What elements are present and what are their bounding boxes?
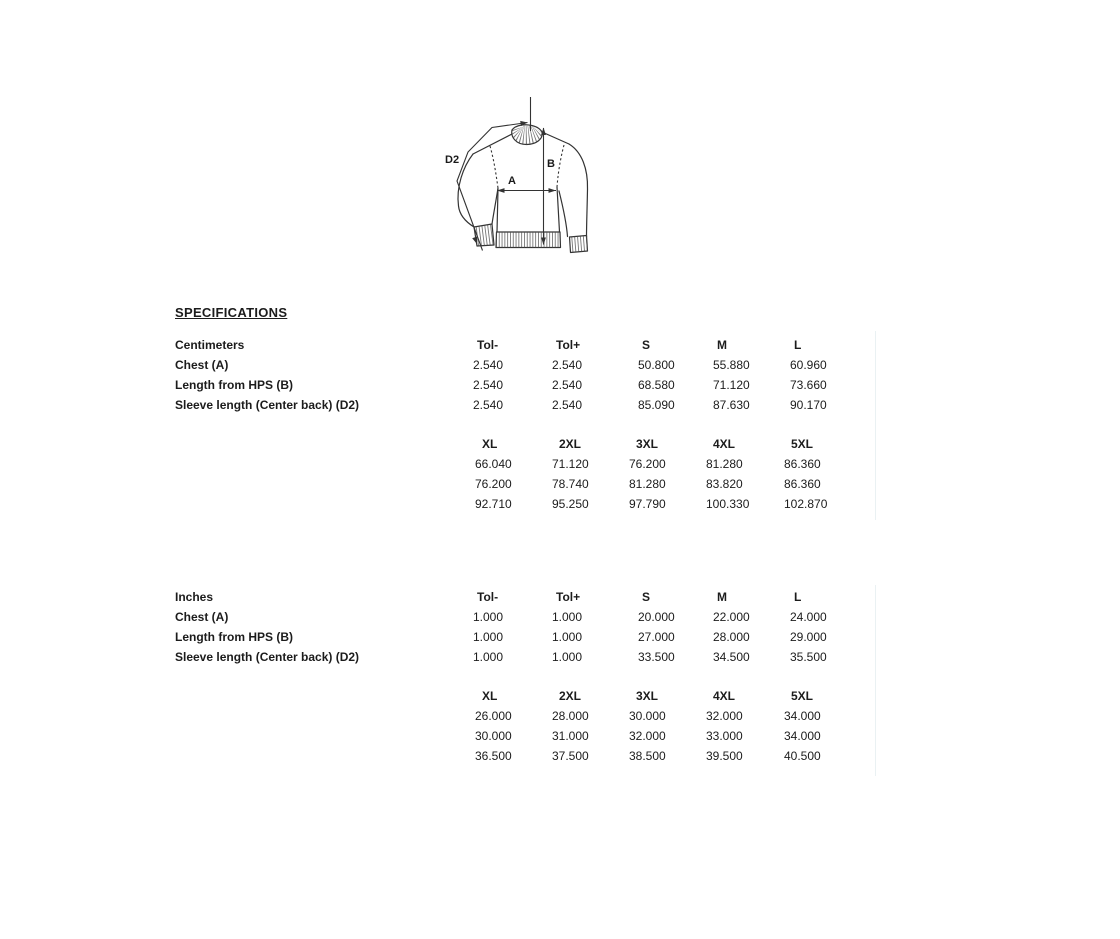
value-cell: 95.250: [552, 497, 589, 511]
page-title: SPECIFICATIONS: [175, 305, 288, 320]
value-cell: 34.500: [713, 650, 750, 664]
value-cell: 78.740: [552, 477, 589, 491]
value-cell: 60.960: [790, 358, 827, 372]
value-cell: 32.000: [629, 729, 666, 743]
col-header-xl: XL: [482, 437, 498, 451]
dimension-b: [541, 128, 546, 246]
value-cell: 92.710: [475, 497, 512, 511]
col-header-3xl: 3XL: [636, 437, 659, 451]
value-cell: 38.500: [629, 749, 666, 763]
dimension-a: [497, 188, 556, 193]
col-header-l: L: [794, 590, 802, 604]
col-header-xl: XL: [482, 689, 498, 703]
value-cell: 1.000: [552, 630, 583, 644]
value-cell: 30.000: [475, 729, 512, 743]
row-label: Sleeve length (Center back) (D2): [175, 650, 360, 664]
value-cell: 28.000: [713, 630, 750, 644]
value-cell: 97.790: [629, 497, 666, 511]
sweatshirt-measurement-diagram: [430, 88, 620, 263]
value-cell: 22.000: [713, 610, 750, 624]
value-cell: 31.000: [552, 729, 589, 743]
row-label: Chest (A): [175, 358, 229, 372]
col-header-tol-minus: Tol-: [477, 590, 499, 604]
col-header-2xl: 2XL: [559, 437, 582, 451]
value-cell: 2.540: [473, 378, 504, 392]
row-label: Chest (A): [175, 610, 229, 624]
value-cell: 50.800: [638, 358, 675, 372]
value-cell: 1.000: [473, 610, 504, 624]
value-cell: 76.200: [629, 457, 666, 471]
col-header-4xl: 4XL: [713, 689, 736, 703]
label-b: B: [547, 158, 555, 170]
label-d2: D2: [445, 154, 460, 166]
value-cell: 100.330: [706, 497, 750, 511]
inch-table-extended-sizes: [175, 686, 879, 766]
value-cell: 35.500: [790, 650, 827, 664]
value-cell: 66.040: [475, 457, 512, 471]
value-cell: 81.280: [629, 477, 666, 491]
row-label: Length from HPS (B): [175, 378, 293, 392]
cm-table-base-sizes: [175, 335, 885, 415]
col-header-s: S: [642, 338, 651, 352]
row-label: Length from HPS (B): [175, 630, 293, 644]
value-cell: 2.540: [473, 358, 504, 372]
value-cell: 76.200: [475, 477, 512, 491]
value-cell: 68.580: [638, 378, 675, 392]
value-cell: 27.000: [638, 630, 675, 644]
value-cell: 83.820: [706, 477, 743, 491]
value-cell: 1.000: [552, 650, 583, 664]
value-cell: 24.000: [790, 610, 827, 624]
unit-label: Inches: [175, 590, 214, 604]
value-cell: 102.870: [784, 497, 828, 511]
col-header-m: M: [717, 338, 727, 352]
value-cell: 40.500: [784, 749, 821, 763]
value-cell: 36.500: [475, 749, 512, 763]
value-cell: 86.360: [784, 457, 821, 471]
col-header-tol-minus: Tol-: [477, 338, 499, 352]
cm-table-extended-sizes: [175, 434, 879, 514]
value-cell: 73.660: [790, 378, 827, 392]
value-cell: 2.540: [473, 398, 504, 412]
value-cell: 28.000: [552, 709, 589, 723]
value-cell: 37.500: [552, 749, 589, 763]
value-cell: 1.000: [552, 610, 583, 624]
value-cell: 81.280: [706, 457, 743, 471]
value-cell: 34.000: [784, 709, 821, 723]
value-cell: 2.540: [552, 358, 583, 372]
value-cell: 32.000: [706, 709, 743, 723]
value-cell: 55.880: [713, 358, 750, 372]
value-cell: 34.000: [784, 729, 821, 743]
inch-table-base-sizes: [175, 587, 885, 667]
label-a: A: [508, 175, 516, 187]
value-cell: 90.170: [790, 398, 827, 412]
col-header-4xl: 4XL: [713, 437, 736, 451]
value-cell: 1.000: [473, 650, 504, 664]
value-cell: 2.540: [552, 398, 583, 412]
value-cell: 1.000: [473, 630, 504, 644]
ribbing-hatch: [474, 130, 588, 244]
value-cell: 26.000: [475, 709, 512, 723]
col-header-tol-plus: Tol+: [556, 338, 581, 352]
col-header-5xl: 5XL: [791, 689, 814, 703]
value-cell: 85.090: [638, 398, 675, 412]
value-cell: 2.540: [552, 378, 583, 392]
value-cell: 33.000: [706, 729, 743, 743]
col-header-3xl: 3XL: [636, 689, 659, 703]
col-header-s: S: [642, 590, 651, 604]
value-cell: 71.120: [713, 378, 750, 392]
value-cell: 30.000: [629, 709, 666, 723]
value-cell: 20.000: [638, 610, 675, 624]
col-header-l: L: [794, 338, 802, 352]
col-header-2xl: 2XL: [559, 689, 582, 703]
col-header-m: M: [717, 590, 727, 604]
col-header-5xl: 5XL: [791, 437, 814, 451]
unit-label: Centimeters: [175, 338, 245, 352]
value-cell: 29.000: [790, 630, 827, 644]
value-cell: 71.120: [552, 457, 589, 471]
value-cell: 86.360: [784, 477, 821, 491]
row-label: Sleeve length (Center back) (D2): [175, 398, 360, 412]
value-cell: 33.500: [638, 650, 675, 664]
value-cell: 39.500: [706, 749, 743, 763]
col-header-tol-plus: Tol+: [556, 590, 581, 604]
value-cell: 87.630: [713, 398, 750, 412]
